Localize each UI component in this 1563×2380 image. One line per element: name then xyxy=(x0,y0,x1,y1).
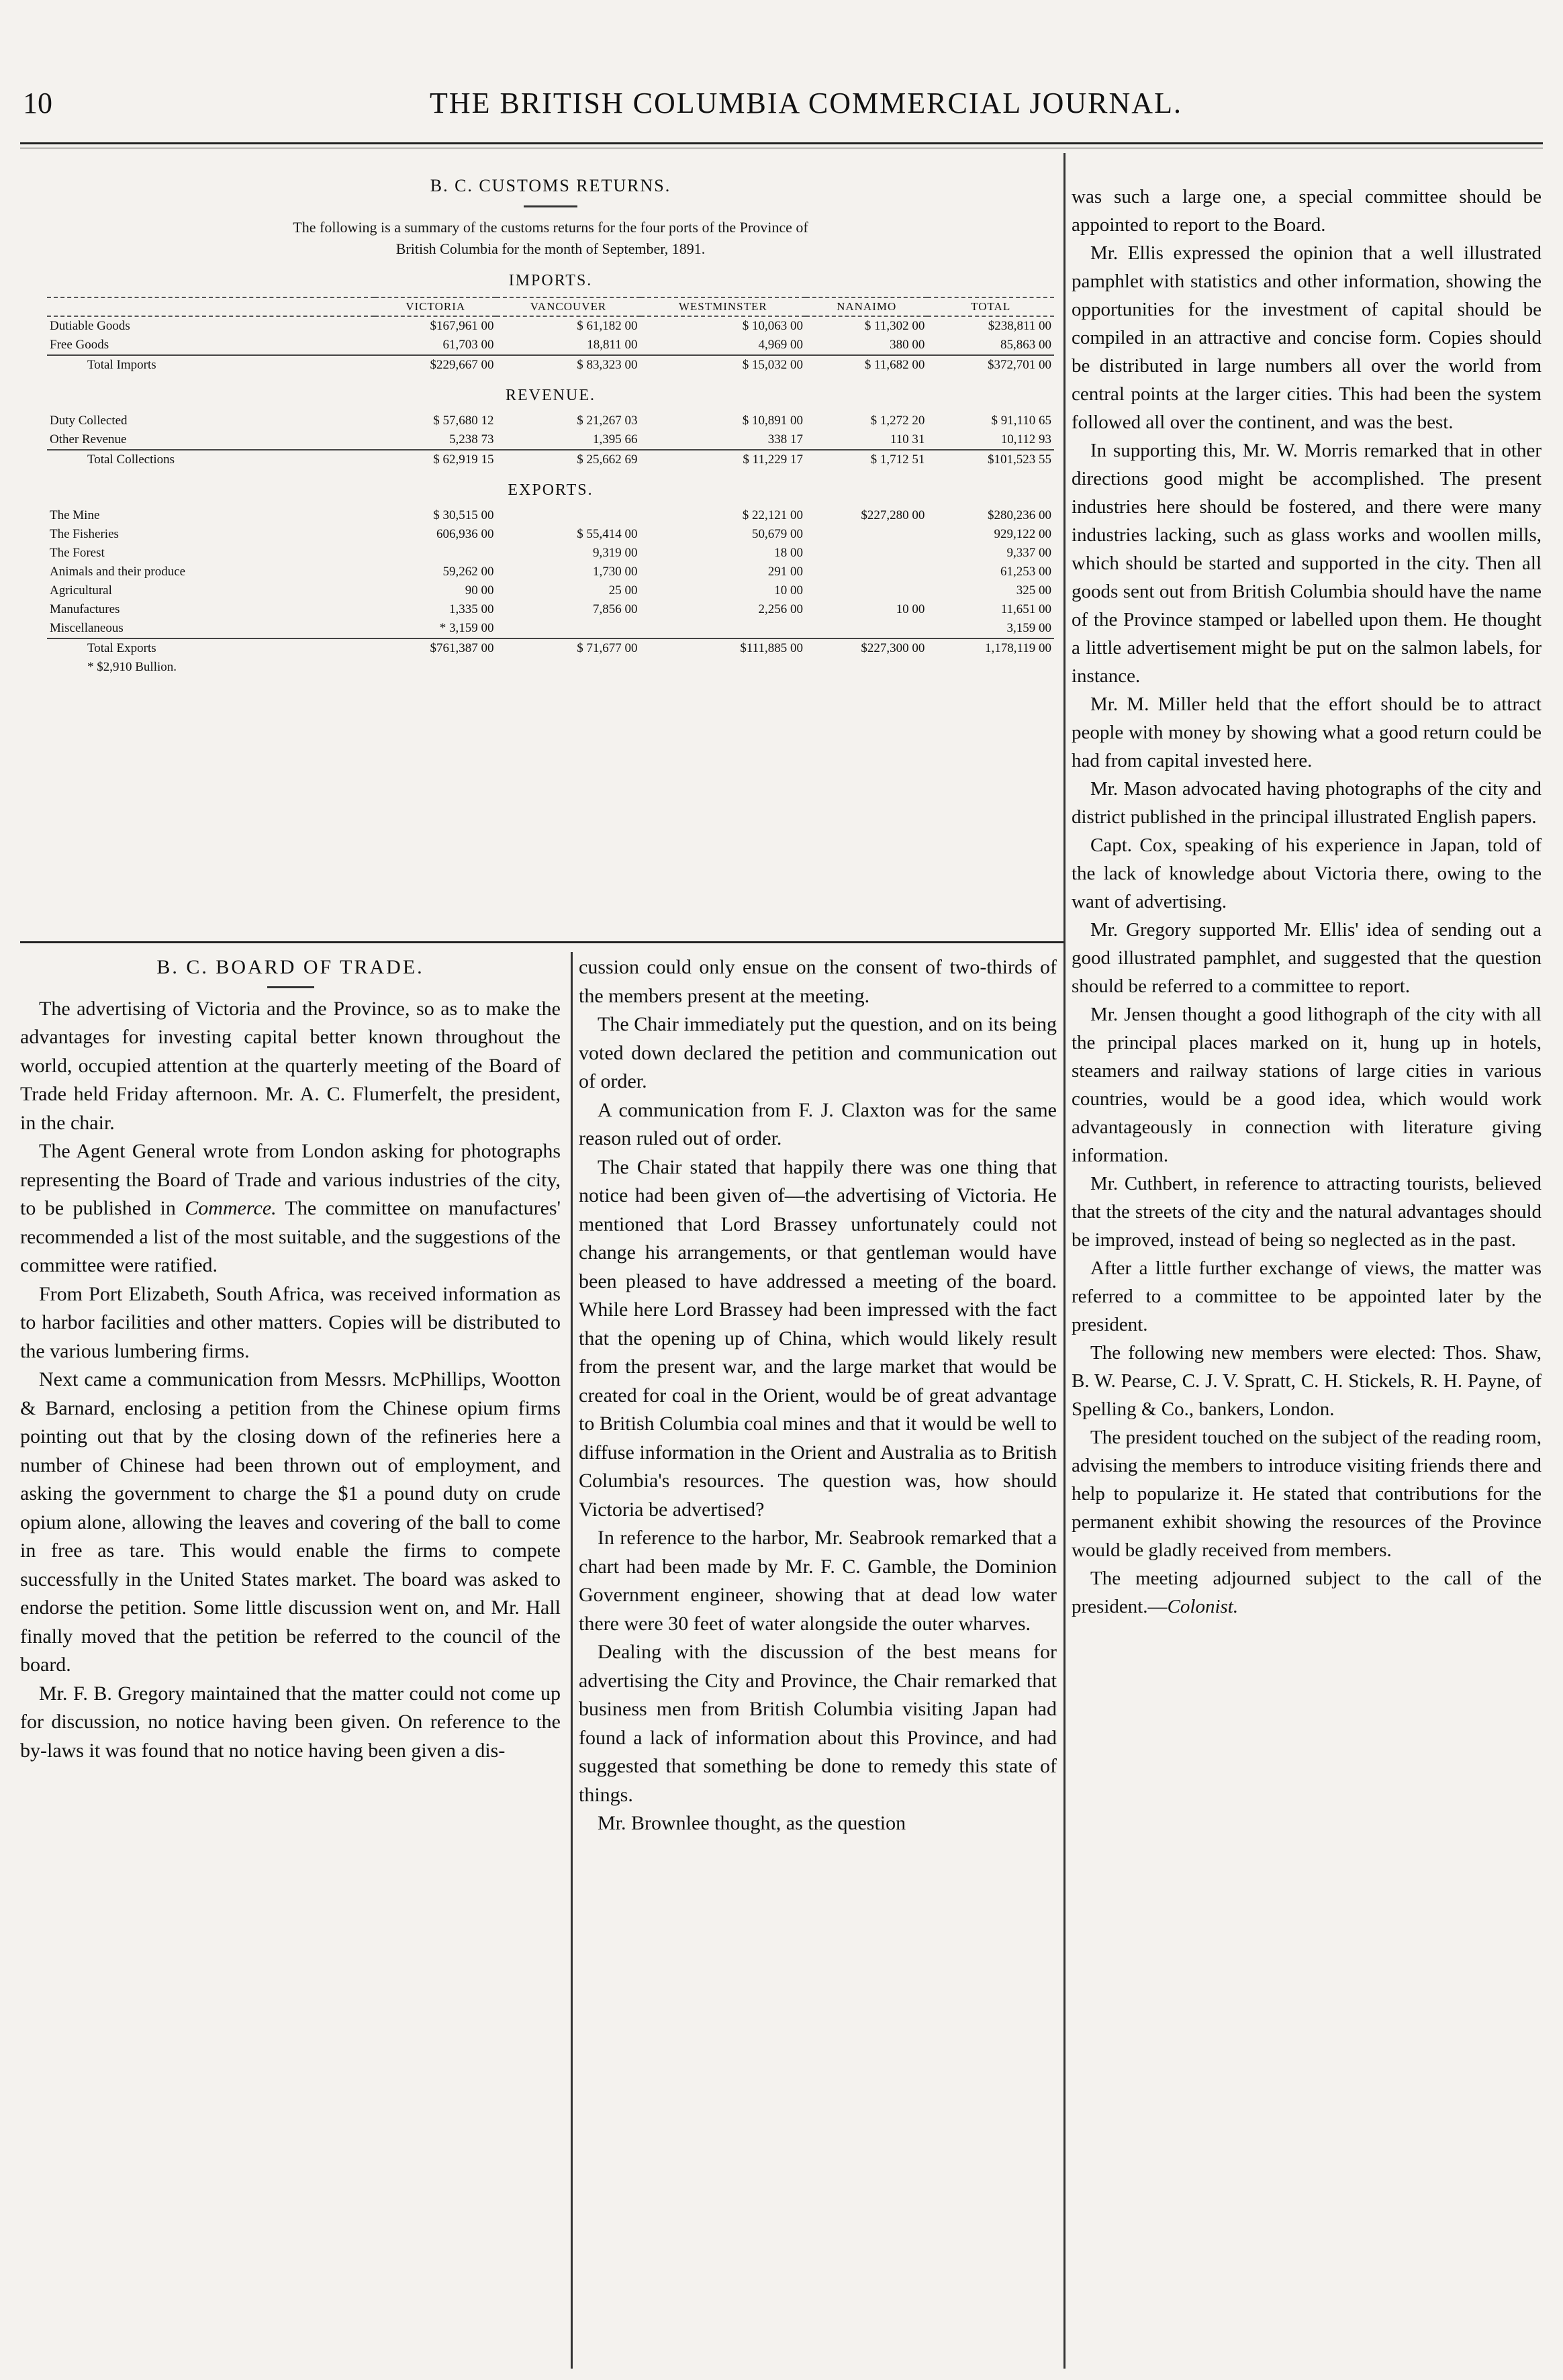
header-victoria: VICTORIA xyxy=(375,297,496,316)
paragraph: Mr. Ellis expressed the opinion that a well illustrated pamphlet with statistics and other information, showing the opportunities for the investment of capital should be compiled in an attractive and concise form. Copies should be distributed in large numbers all over the world from central points at the larger cities. This had been the system followed all over the continent, and was the best. xyxy=(1072,242,1542,433)
revenue-title: REVENUE. xyxy=(506,387,596,404)
row-value: 61,253 00 xyxy=(1000,565,1051,579)
exports-row xyxy=(47,506,1054,525)
commerce-word: Commerce. xyxy=(185,1197,277,1219)
row-value: 9,319 00 xyxy=(593,546,638,560)
paragraph: Mr. Jensen thought a good lithograph of the city with all the principal places marked on it, hung up in hotels, steamers and railway stations of large cities in various countries, would be a good idea, which would work advantageously in connection with literature giving information. xyxy=(1072,1004,1542,1166)
row-label: The Fisheries xyxy=(50,527,119,541)
header-vancouver: VANCOUVER xyxy=(496,297,640,316)
header-westminster: WESTMINSTER xyxy=(641,297,806,316)
row-value: 4,969 00 xyxy=(758,338,803,352)
row-value: 1,395 66 xyxy=(593,432,638,446)
customs-returns xyxy=(40,176,1061,677)
exports-row xyxy=(47,600,1054,619)
row-value: $238,811 00 xyxy=(988,319,1051,333)
exports-total-row: Total Exports $761,387 00 $ 71,677 00 $111,885 00 $227,300 00 1,178,119 00 xyxy=(47,638,1054,658)
paragraph: A communication from F. J. Claxton was for the same reason ruled out of order. xyxy=(579,1098,1057,1149)
row-value xyxy=(806,619,927,638)
row-value: 25 00 xyxy=(608,583,638,598)
row-value: 325 00 xyxy=(1016,583,1051,598)
paragraph: was such a large one, a special committee should be appointed to report to the Board. xyxy=(1072,186,1542,236)
row-value xyxy=(806,563,927,581)
table-bottom-rule xyxy=(20,941,1063,943)
revenue-row xyxy=(47,430,1054,450)
paragraph: Mr. F. B. Gregory maintained that the matter could not come up for discussion, no notice having been given. On reference to the by-laws it was found that no notice having been given a dis- xyxy=(20,1682,561,1762)
customs-intro-2: British Columbia for the month of September, 1891. xyxy=(395,240,706,257)
paragraph: The Chair immediately put the question, and on its being voted down declared the petition and communication out of order. xyxy=(579,1013,1057,1092)
paragraph: The Agent General wrote from London asking for photographs representing the Board of Trade and various industries of the city, to be published in Commerce. The committee on manufactures' recommended a list of the most suitable, and the suggestions of the committee were ratified. xyxy=(20,1140,561,1276)
page-number: 10 xyxy=(23,87,52,120)
row-label: Free Goods xyxy=(50,338,109,352)
column-rule-right xyxy=(1063,153,1065,2369)
row-label: Duty Collected xyxy=(50,414,128,428)
header-rule xyxy=(20,142,1543,144)
imports-total-row: Total Imports $229,667 00 $ 83,323 00 $ 15,032 00 $ 11,682 00 $372,701 00 xyxy=(47,355,1054,375)
customs-table xyxy=(47,260,1054,677)
paragraph: Capt. Cox, speaking of his experience in Japan, told of the lack of knowledge about Victoria there, owing to the want of advertising. xyxy=(1072,835,1542,912)
row-value: 50,679 00 xyxy=(751,527,803,541)
row-value: $ 22,121 00 xyxy=(742,508,803,522)
column-right xyxy=(1072,183,1542,1621)
signoff: Colonist. xyxy=(1167,1596,1239,1617)
row-value: 61,703 00 xyxy=(442,338,494,352)
paragraph: Mr. Gregory supported Mr. Ellis' idea of sending out a good illustrated pamphlet, and suggested that the question should be referred to a committee to report. xyxy=(1072,919,1542,997)
exports-title: EXPORTS. xyxy=(508,481,594,499)
row-value: 18 00 xyxy=(774,546,803,560)
row-value: 606,936 00 xyxy=(436,527,494,541)
paragraph: The meeting adjourned subject to the call of the president.—Colonist. xyxy=(1072,1568,1542,1617)
row-label: Miscellaneous xyxy=(50,621,124,635)
row-value: 7,856 00 xyxy=(593,602,638,616)
title-dash xyxy=(267,986,314,988)
row-label: The Mine xyxy=(50,508,100,522)
row-value: $ 10,891 00 xyxy=(742,414,803,428)
row-label: Dutiable Goods xyxy=(50,319,130,333)
row-value: 3,159 00 xyxy=(1006,621,1051,635)
exports-row xyxy=(47,619,1054,638)
paragraph: From Port Elizabeth, South Africa, was received information as to harbor facilities and other matters. Copies will be distributed to the various lumbering firms. xyxy=(20,1282,561,1362)
paragraph: Mr. Cuthbert, in reference to attracting tourists, believed that the streets of the city and the natural advantages should be improved, instead of being so neglected as in the past. xyxy=(1072,1173,1542,1251)
row-value: 9,337 00 xyxy=(1006,546,1051,560)
row-value: $167,961 00 xyxy=(430,319,494,333)
paragraph: Dealing with the discussion of the best means for advertising the City and Province, the Chair remarked that business men from British Columbia visiting Japan had found a lack of information about this Province, and had suggested that something be done to remedy this state of things. xyxy=(579,1641,1057,1806)
row-value: $ 10,063 00 xyxy=(742,319,803,333)
revenue-total-row: Total Collections $ 62,919 15 $ 25,662 69 $ 11,229 17 $ 1,712 51 $101,523 55 xyxy=(47,450,1054,469)
imports-row xyxy=(47,336,1054,355)
row-value: $ 61,182 00 xyxy=(577,319,638,333)
row-value: 929,122 00 xyxy=(994,527,1051,541)
row-label: Agricultural xyxy=(50,583,112,598)
column-middle xyxy=(579,953,1057,1838)
paragraph: The Chair stated that happily there was one thing that notice had been given of—the advertising of Victoria. He mentioned that Lord Brassey unfortunately could not change his arrangements, or that gentleman would have been pleased to have addressed a meeting of the board. While here Lord Brassey had been impressed with the fact that the opening up of China, which would likely result from the present war, and the large market that would be created for coal in the Orient, would be of great advantage to British Columbia coal mines and that it would be well to diffuse information in the Orient and Australia as to British Columbia's resources. The question was, how should Victoria be advertised? xyxy=(579,1155,1057,1521)
row-value: $280,236 00 xyxy=(988,508,1051,522)
title-dash xyxy=(524,205,577,207)
paragraph: Mr. M. Miller held that the effort should be to attract people with money by showing what a good return could be had from capital invested here. xyxy=(1072,694,1542,771)
exports-row xyxy=(47,525,1054,544)
paragraph: The advertising of Victoria and the Province, so as to make the advantages for investing capital better known throughout the world, occupied attention at the quarterly meeting of the Board of Trade held Friday afternoon. Mr. A. C. Flumerfelt, the president, in the chair. xyxy=(20,997,561,1134)
row-value: 10,112 93 xyxy=(1000,432,1051,446)
row-value xyxy=(806,544,927,563)
revenue-row xyxy=(47,412,1054,430)
bullion-note-row xyxy=(47,658,1054,677)
row-value: $ 91,110 65 xyxy=(991,414,1051,428)
customs-title: B. C. CUSTOMS RETURNS. xyxy=(430,176,671,195)
exports-row xyxy=(47,544,1054,563)
row-label: Manufactures xyxy=(50,602,120,616)
customs-intro-1: The following is a summary of the customs returns for the four ports of the Province of xyxy=(293,219,808,236)
row-value: $ 11,302 00 xyxy=(864,319,925,333)
row-label: Animals and their produce xyxy=(50,565,186,579)
paragraph: After a little further exchange of views, the matter was referred to a committee to be appointed later by the president. xyxy=(1072,1257,1542,1335)
row-value: 110 31 xyxy=(890,432,925,446)
exports-row xyxy=(47,581,1054,600)
row-value xyxy=(806,581,927,600)
row-value: 5,238 73 xyxy=(448,432,494,446)
row-value: * 3,159 00 xyxy=(439,621,494,635)
paragraph: In supporting this, Mr. W. Morris remarked that in other directions good might be accomplished. The present industries here should be fostered, and there were many industries lacking, such as glass works and woollen mills, which should be started and supported in the city. Then all goods sent out from British Columbia should have the name of the Province stamped or labelled upon them. He thought a little advertisement might be put on the salmon labels, for instance. xyxy=(1072,440,1542,687)
row-value: $227,280 00 xyxy=(861,508,925,522)
row-value: 11,651 00 xyxy=(1000,602,1051,616)
bullion-note: * $2,910 Bullion. xyxy=(87,660,177,674)
row-value: 59,262 00 xyxy=(442,565,494,579)
row-value xyxy=(375,544,496,563)
paragraph: The following new members were elected: Thos. Shaw, B. W. Pearse, C. J. V. Spratt, C. H. Stickels, R. H. Payne, of Spelling & Co., bankers, London. xyxy=(1072,1342,1542,1420)
row-value: $ 57,680 12 xyxy=(433,414,494,428)
row-value: 10 00 xyxy=(774,583,803,598)
row-value: 1,335 00 xyxy=(448,602,494,616)
row-value: 90 00 xyxy=(465,583,494,598)
journal-title: THE BRITISH COLUMBIA COMMERCIAL JOURNAL. xyxy=(430,87,1182,120)
header-nanaimo: NANAIMO xyxy=(806,297,927,316)
row-value: 338 17 xyxy=(767,432,803,446)
row-value: 291 00 xyxy=(767,565,803,579)
column-left xyxy=(20,953,561,1765)
imports-title: IMPORTS. xyxy=(508,272,593,289)
table-header-row xyxy=(47,297,1054,316)
row-value: 2,256 00 xyxy=(758,602,803,616)
row-value: $ 55,414 00 xyxy=(577,527,638,541)
row-label: Other Revenue xyxy=(50,432,127,446)
board-of-trade-title: B. C. BOARD OF TRADE. xyxy=(156,956,424,978)
paragraph: Mr. Mason advocated having photographs of the city and district published in the principal illustrated English papers. xyxy=(1072,778,1542,828)
paragraph: Mr. Brownlee thought, as the question xyxy=(598,1812,906,1834)
paragraph: Next came a communication from Messrs. McPhillips, Wootton & Barnard, enclosing a petition from the Chinese opium firms pointing out that by the closing down of the refineries here a number of Chinese had been thrown out of employment, and asking the government to charge the $1 a pound duty on crude opium alone, allowing the leaves and covering of the ball to come in free as tare. This would enable the firms to compete successfully in the United States market. The board was asked to endorse the petition. Some little discussion went on, and Mr. Hall finally moved that the petition be referred to the council of the board. xyxy=(20,1368,561,1676)
row-value: 1,730 00 xyxy=(593,565,638,579)
row-value xyxy=(496,506,640,525)
row-value: $ 30,515 00 xyxy=(433,508,494,522)
row-value: $ 1,272 20 xyxy=(870,414,925,428)
row-value xyxy=(641,619,806,638)
imports-row xyxy=(47,316,1054,336)
row-value: 380 00 xyxy=(890,338,925,352)
row-value: 85,863 00 xyxy=(1000,338,1051,352)
paragraph: The president touched on the subject of the reading room, advising the members to introduce visiting friends there and help to popularize it. He stated that contributions for the permanent exhibit showing the resources of the Province would be gladly received from members. xyxy=(1072,1427,1542,1561)
row-value: 18,811 00 xyxy=(587,338,638,352)
row-value: 10 00 xyxy=(896,602,925,616)
exports-row xyxy=(47,563,1054,581)
row-label: The Forest xyxy=(50,546,105,560)
paragraph: In reference to the harbor, Mr. Seabrook remarked that a chart had been made by Mr. F. C. Gamble, the Dominion Government engineer, showing that at dead low water there were 30 feet of water alongside the outer wharves. xyxy=(579,1527,1057,1635)
paragraph: cussion could only ensue on the consent of two-thirds of the members present at the meeting. xyxy=(579,956,1057,1007)
row-value: $ 21,267 03 xyxy=(577,414,638,428)
column-rule-middle xyxy=(571,952,573,2369)
header-total: TOTAL xyxy=(927,297,1054,316)
row-value xyxy=(806,525,927,544)
row-value xyxy=(496,619,640,638)
